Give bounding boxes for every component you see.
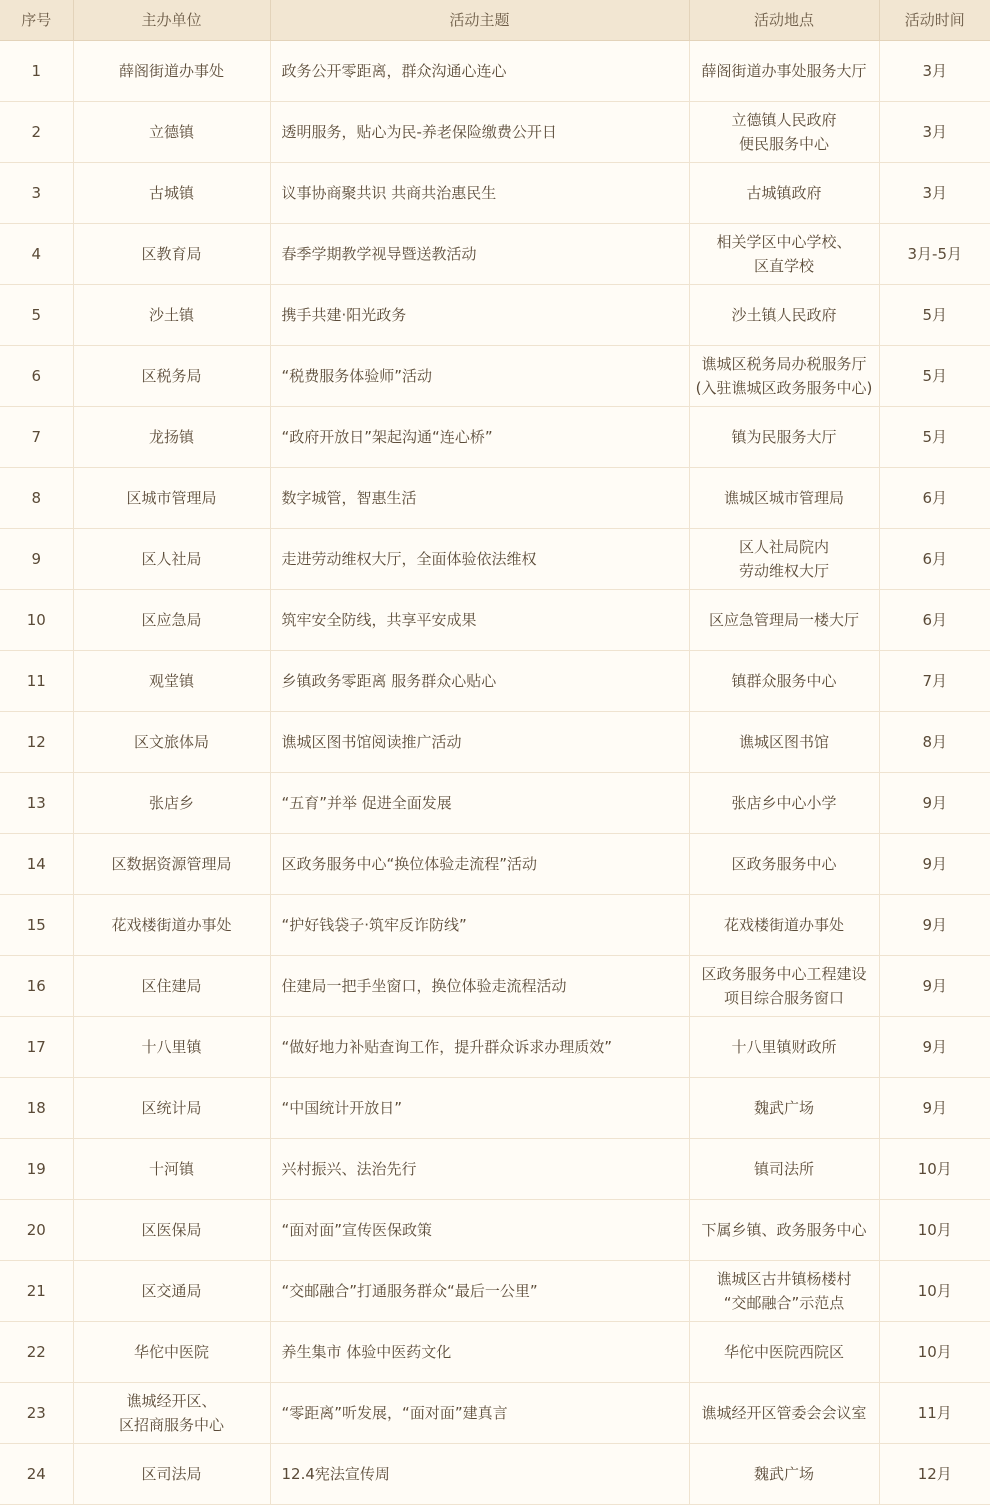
cell-number: 15 xyxy=(0,894,73,955)
table-row xyxy=(0,894,990,955)
cell-theme: 谯城区图书馆阅读推广活动 xyxy=(270,711,689,772)
cell-number: 14 xyxy=(0,833,73,894)
cell-number: 22 xyxy=(0,1321,73,1382)
cell-organizer: 十河镇 xyxy=(73,1138,270,1199)
cell-theme: “做好地力补贴查询工作，提升群众诉求办理质效” xyxy=(270,1016,689,1077)
table-row xyxy=(0,1077,990,1138)
cell-organizer: 十八里镇 xyxy=(73,1016,270,1077)
table-row xyxy=(0,101,990,162)
table-row xyxy=(0,955,990,1016)
cell-theme: “护好钱袋子·筑牢反诈防线” xyxy=(270,894,689,955)
table-row xyxy=(0,345,990,406)
table-row xyxy=(0,223,990,284)
cell-theme: 政务公开零距离，群众沟通心连心 xyxy=(270,40,689,101)
cell-time: 10月 xyxy=(879,1199,990,1260)
cell-theme: 走进劳动维权大厅，全面体验依法维权 xyxy=(270,528,689,589)
cell-number: 16 xyxy=(0,955,73,1016)
cell-time: 9月 xyxy=(879,894,990,955)
cell-number: 13 xyxy=(0,772,73,833)
cell-number: 2 xyxy=(0,101,73,162)
cell-number: 9 xyxy=(0,528,73,589)
cell-time: 6月 xyxy=(879,589,990,650)
cell-time: 3月 xyxy=(879,40,990,101)
table-row xyxy=(0,1016,990,1077)
cell-location: 镇群众服务中心 xyxy=(689,650,879,711)
cell-organizer: 张店乡 xyxy=(73,772,270,833)
cell-organizer: 区应急局 xyxy=(73,589,270,650)
cell-organizer: 区税务局 xyxy=(73,345,270,406)
cell-organizer: 区交通局 xyxy=(73,1260,270,1321)
table-row xyxy=(0,650,990,711)
cell-number: 11 xyxy=(0,650,73,711)
cell-number: 17 xyxy=(0,1016,73,1077)
cell-number: 19 xyxy=(0,1138,73,1199)
table-row xyxy=(0,1138,990,1199)
table-row xyxy=(0,1443,990,1504)
cell-theme: 春季学期教学视导暨送教活动 xyxy=(270,223,689,284)
cell-theme: “税费服务体验师”活动 xyxy=(270,345,689,406)
cell-location: 相关学区中心学校、 区直学校 xyxy=(689,223,879,284)
cell-organizer: 谯城经开区、 区招商服务中心 xyxy=(73,1382,270,1443)
cell-time: 3月-5月 xyxy=(879,223,990,284)
cell-location: 十八里镇财政所 xyxy=(689,1016,879,1077)
cell-organizer: 龙扬镇 xyxy=(73,406,270,467)
cell-organizer: 区文旅体局 xyxy=(73,711,270,772)
header-theme: 活动主题 xyxy=(270,0,689,40)
cell-location: 区政务服务中心工程建设 项目综合服务窗口 xyxy=(689,955,879,1016)
cell-theme: 透明服务，贴心为民-养老保险缴费公开日 xyxy=(270,101,689,162)
cell-number: 8 xyxy=(0,467,73,528)
cell-location: 镇为民服务大厅 xyxy=(689,406,879,467)
cell-theme: 筑牢安全防线，共享平安成果 xyxy=(270,589,689,650)
cell-theme: “五育”并举 促进全面发展 xyxy=(270,772,689,833)
cell-time: 6月 xyxy=(879,528,990,589)
cell-theme: 12.4宪法宣传周 xyxy=(270,1443,689,1504)
cell-location: 华佗中医院西院区 xyxy=(689,1321,879,1382)
cell-location: 区政务服务中心 xyxy=(689,833,879,894)
cell-organizer: 花戏楼街道办事处 xyxy=(73,894,270,955)
table-row xyxy=(0,772,990,833)
cell-number: 23 xyxy=(0,1382,73,1443)
table-row xyxy=(0,1321,990,1382)
cell-theme: “零距离”听发展，“面对面”建真言 xyxy=(270,1382,689,1443)
cell-location: 镇司法所 xyxy=(689,1138,879,1199)
cell-time: 5月 xyxy=(879,345,990,406)
table-row xyxy=(0,1382,990,1443)
cell-organizer: 立德镇 xyxy=(73,101,270,162)
cell-organizer: 区城市管理局 xyxy=(73,467,270,528)
cell-time: 6月 xyxy=(879,467,990,528)
header-organizer: 主办单位 xyxy=(73,0,270,40)
cell-organizer: 沙土镇 xyxy=(73,284,270,345)
table-row xyxy=(0,1260,990,1321)
cell-location: 沙土镇人民政府 xyxy=(689,284,879,345)
cell-time: 9月 xyxy=(879,1077,990,1138)
cell-organizer: 区数据资源管理局 xyxy=(73,833,270,894)
header-number: 序号 xyxy=(0,0,73,40)
cell-organizer: 华佗中医院 xyxy=(73,1321,270,1382)
table-row xyxy=(0,1199,990,1260)
cell-time: 3月 xyxy=(879,162,990,223)
cell-organizer: 区医保局 xyxy=(73,1199,270,1260)
table-row xyxy=(0,406,990,467)
cell-number: 6 xyxy=(0,345,73,406)
cell-organizer: 区司法局 xyxy=(73,1443,270,1504)
cell-theme: 养生集市 体验中医药文化 xyxy=(270,1321,689,1382)
cell-number: 7 xyxy=(0,406,73,467)
table-row xyxy=(0,528,990,589)
cell-location: 谯城经开区管委会会议室 xyxy=(689,1382,879,1443)
cell-organizer: 区人社局 xyxy=(73,528,270,589)
table-row xyxy=(0,284,990,345)
cell-time: 10月 xyxy=(879,1138,990,1199)
cell-organizer: 古城镇 xyxy=(73,162,270,223)
cell-time: 8月 xyxy=(879,711,990,772)
cell-theme: “面对面”宣传医保政策 xyxy=(270,1199,689,1260)
table-row xyxy=(0,162,990,223)
cell-organizer: 区教育局 xyxy=(73,223,270,284)
cell-time: 12月 xyxy=(879,1443,990,1504)
cell-theme: 议事协商聚共识 共商共治惠民生 xyxy=(270,162,689,223)
table-row xyxy=(0,833,990,894)
cell-time: 9月 xyxy=(879,955,990,1016)
cell-number: 20 xyxy=(0,1199,73,1260)
table-row xyxy=(0,711,990,772)
cell-theme: “政府开放日”架起沟通“连心桥” xyxy=(270,406,689,467)
cell-number: 1 xyxy=(0,40,73,101)
table-row xyxy=(0,40,990,101)
cell-number: 10 xyxy=(0,589,73,650)
cell-theme: 携手共建·阳光政务 xyxy=(270,284,689,345)
header-time: 活动时间 xyxy=(879,0,990,40)
cell-organizer: 观堂镇 xyxy=(73,650,270,711)
cell-location: 张店乡中心小学 xyxy=(689,772,879,833)
cell-number: 3 xyxy=(0,162,73,223)
cell-number: 12 xyxy=(0,711,73,772)
cell-location: 古城镇政府 xyxy=(689,162,879,223)
cell-location: 谯城区城市管理局 xyxy=(689,467,879,528)
cell-location: 区人社局院内 劳动维权大厅 xyxy=(689,528,879,589)
cell-number: 5 xyxy=(0,284,73,345)
cell-time: 5月 xyxy=(879,284,990,345)
cell-location: 魏武广场 xyxy=(689,1077,879,1138)
cell-location: 谯城区古井镇杨楼村 “交邮融合”示范点 xyxy=(689,1260,879,1321)
cell-location: 魏武广场 xyxy=(689,1443,879,1504)
cell-location: 立德镇人民政府 便民服务中心 xyxy=(689,101,879,162)
cell-time: 5月 xyxy=(879,406,990,467)
cell-theme: 数字城管，智惠生活 xyxy=(270,467,689,528)
cell-organizer: 薛阁街道办事处 xyxy=(73,40,270,101)
cell-theme: 区政务服务中心“换位体验走流程”活动 xyxy=(270,833,689,894)
cell-number: 21 xyxy=(0,1260,73,1321)
cell-location: 谯城区图书馆 xyxy=(689,711,879,772)
cell-time: 10月 xyxy=(879,1321,990,1382)
cell-time: 3月 xyxy=(879,101,990,162)
cell-theme: 兴村振兴、法治先行 xyxy=(270,1138,689,1199)
table-row xyxy=(0,589,990,650)
cell-time: 9月 xyxy=(879,772,990,833)
cell-number: 18 xyxy=(0,1077,73,1138)
cell-theme: 乡镇政务零距离 服务群众心贴心 xyxy=(270,650,689,711)
cell-time: 9月 xyxy=(879,1016,990,1077)
cell-location: 花戏楼街道办事处 xyxy=(689,894,879,955)
header-location: 活动地点 xyxy=(689,0,879,40)
cell-number: 24 xyxy=(0,1443,73,1504)
cell-location: 薛阁街道办事处服务大厅 xyxy=(689,40,879,101)
cell-organizer: 区统计局 xyxy=(73,1077,270,1138)
cell-theme: 住建局一把手坐窗口，换位体验走流程活动 xyxy=(270,955,689,1016)
cell-time: 7月 xyxy=(879,650,990,711)
cell-time: 10月 xyxy=(879,1260,990,1321)
cell-time: 9月 xyxy=(879,833,990,894)
cell-location: 区应急管理局一楼大厅 xyxy=(689,589,879,650)
cell-theme: “交邮融合”打通服务群众“最后一公里” xyxy=(270,1260,689,1321)
header-row xyxy=(0,0,990,40)
cell-location: 谯城区税务局办税服务厅 (入驻谯城区政务服务中心) xyxy=(689,345,879,406)
cell-number: 4 xyxy=(0,223,73,284)
cell-time: 11月 xyxy=(879,1382,990,1443)
cell-organizer: 区住建局 xyxy=(73,955,270,1016)
cell-location: 下属乡镇、政务服务中心 xyxy=(689,1199,879,1260)
cell-theme: “中国统计开放日” xyxy=(270,1077,689,1138)
table-row xyxy=(0,467,990,528)
